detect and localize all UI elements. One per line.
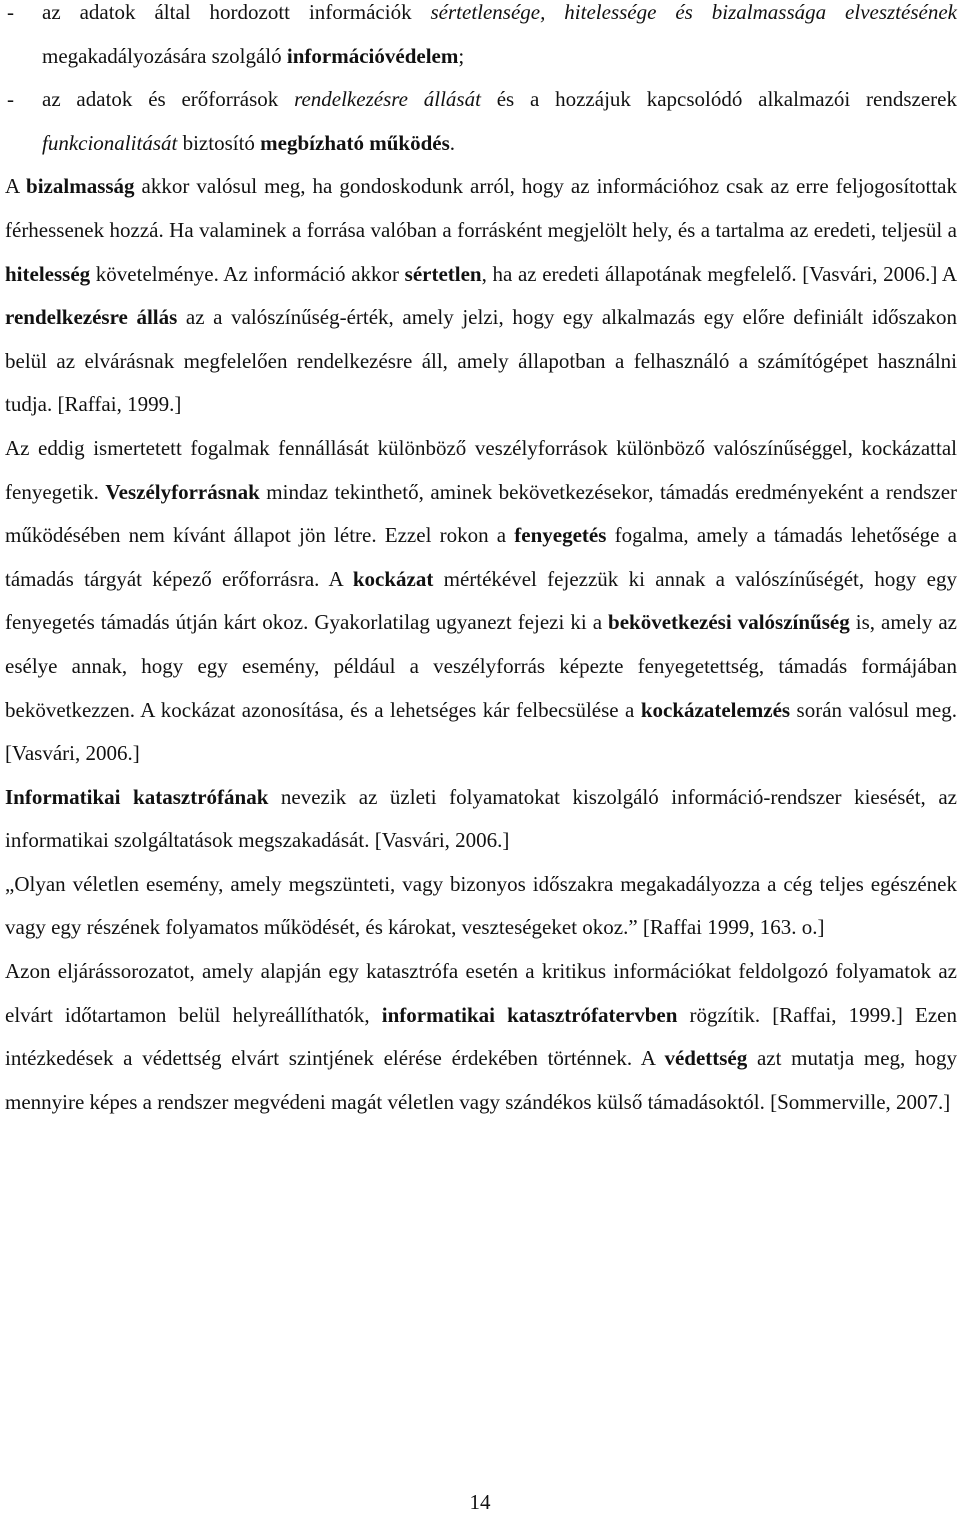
text-run: . bbox=[449, 130, 456, 155]
paragraph bbox=[5, 776, 957, 863]
bold-term: kockázatelemzés bbox=[640, 697, 791, 722]
text-run: A bbox=[5, 174, 27, 199]
text-run: rögzítik. [Raffai, 1999.] Ezen intézkedések a védettség elvárt szintjének elérése érdekében történnek. A bbox=[5, 1002, 957, 1071]
list-item-text bbox=[42, 78, 957, 165]
page-number: 14 bbox=[469, 1490, 491, 1514]
bold-term: Informatikai katasztrófának bbox=[5, 784, 269, 809]
paragraph bbox=[5, 950, 957, 1124]
text-run: az a valószínűség-érték, amely jelzi, hogy egy alkalmazás egy előre definiált időszakon belül az elvárásnak megfelelően rendelkezésre áll, amely állapotban a felhasználó a számítógépet használni tudja. [Raffai, 1999.] bbox=[5, 305, 957, 417]
text-run: mértékével fejezzük ki annak a valószínűségét, hogy egy fenyegetés támadás útján kárt okoz. Gyakorlatilag ugyanezt fejezi ki a bbox=[5, 566, 958, 635]
bold-term: sértetlen bbox=[404, 261, 482, 286]
italic-phrase: funkcionalitását bbox=[42, 130, 178, 155]
italic-phrase: rendelkezésre állását bbox=[294, 87, 481, 112]
bold-term: információvédelem bbox=[286, 43, 459, 68]
bold-term: kockázat bbox=[352, 566, 434, 591]
text-run: „Olyan véletlen esemény, amely megszünteti, vagy bizonyos időszakra megakadályozza a cég teljes egészének vagy egy részének folyamatos működését, és károkat, veszteségeket okoz.” [Raffai 1999, 163. o.] bbox=[5, 871, 957, 940]
document-body bbox=[5, 0, 957, 1124]
text-run: követelménye. Az információ akkor bbox=[90, 261, 405, 286]
list-dash: - bbox=[7, 87, 14, 112]
text-run: biztosító bbox=[177, 130, 261, 155]
text-run: mindaz tekinthető, aminek bekövetkezésekor, támadás eredményeként a rendszer működésében nem kívánt állapot jön létre. Ezzel rokon a bbox=[5, 479, 958, 548]
paragraph bbox=[5, 863, 957, 950]
text-run: nevezik az üzleti folyamatokat kiszolgáló információ-rendszer kiesését, az informatikai szolgáltatások megszakadását. [Vasvári, 2006.] bbox=[5, 784, 957, 853]
list-dash: - bbox=[7, 0, 14, 24]
bold-term: védettség bbox=[664, 1046, 748, 1071]
paragraph bbox=[5, 427, 957, 776]
text-run: , ha az eredeti állapotának megfelelő. [Vasvári, 2006.] A bbox=[481, 261, 957, 286]
list-item-text bbox=[42, 0, 957, 78]
bold-term: hitelesség bbox=[5, 261, 91, 286]
bold-term: rendelkezésre állás bbox=[5, 305, 178, 330]
text-run: az adatok által hordozott információk bbox=[42, 0, 431, 24]
bold-term: informatikai katasztrófatervben bbox=[381, 1002, 678, 1027]
text-run: Azon eljárássorozatot, amely alapján egy katasztrófa esetén a kritikus információkat feldolgozó folyamatok az elvárt időtartamon belül helyreállíthatók, bbox=[5, 959, 957, 1027]
text-run: azt mutatja meg, hogy mennyire képes a rendszer megvédeni magát véletlen vagy szándékos külső támadásoktól. [Sommerville, 2007.] bbox=[5, 1046, 957, 1114]
text-run: is, amely az esélye annak, hogy egy esemény, például a veszélyforrás képezte fenyegetettség, támadás formájában bekövetkezzen. A kockázat azonosítása, és a lehetséges kár felbecsülése a bbox=[5, 610, 958, 722]
text-run: megakadályozására szolgáló bbox=[42, 43, 287, 68]
list-item bbox=[5, 0, 957, 78]
text-run: Az eddig ismertetett fogalmak fennállását különböző veszélyforrások különböző valószínűséggel, kockázattal fenyegetik. bbox=[5, 435, 957, 504]
bold-term: megbízható működés bbox=[260, 130, 450, 155]
italic-phrase: sértetlensége, hitelessége és bizalmassága elvesztésének bbox=[430, 0, 957, 24]
bold-term: Veszélyforrásnak bbox=[105, 479, 260, 504]
list-item bbox=[5, 78, 957, 165]
text-run: akkor valósul meg, ha gondoskodunk arról, hogy az információhoz csak az erre feljogosítottak férhessenek hozzá. Ha valaminek a forrása valóban a forrásként megjelölt hely, és a tartalma az eredeti, teljesül a bbox=[5, 174, 957, 242]
paragraph bbox=[5, 165, 957, 427]
bold-term: bekövetkezési valószínűség bbox=[608, 610, 850, 635]
bold-term: bizalmasság bbox=[26, 174, 135, 199]
text-run: és a hozzájuk kapcsolódó alkalmazói rendszerek bbox=[480, 87, 957, 112]
bold-term: fenyegetés bbox=[514, 523, 607, 548]
text-run: során valósul meg. [Vasvári, 2006.] bbox=[5, 697, 957, 766]
text-run: fogalma, amely a támadás lehetősége a támadás tárgyát képező erőforrásra. A bbox=[5, 523, 957, 591]
text-run: ; bbox=[458, 43, 465, 68]
text-run: az adatok és erőforrások bbox=[42, 87, 295, 112]
